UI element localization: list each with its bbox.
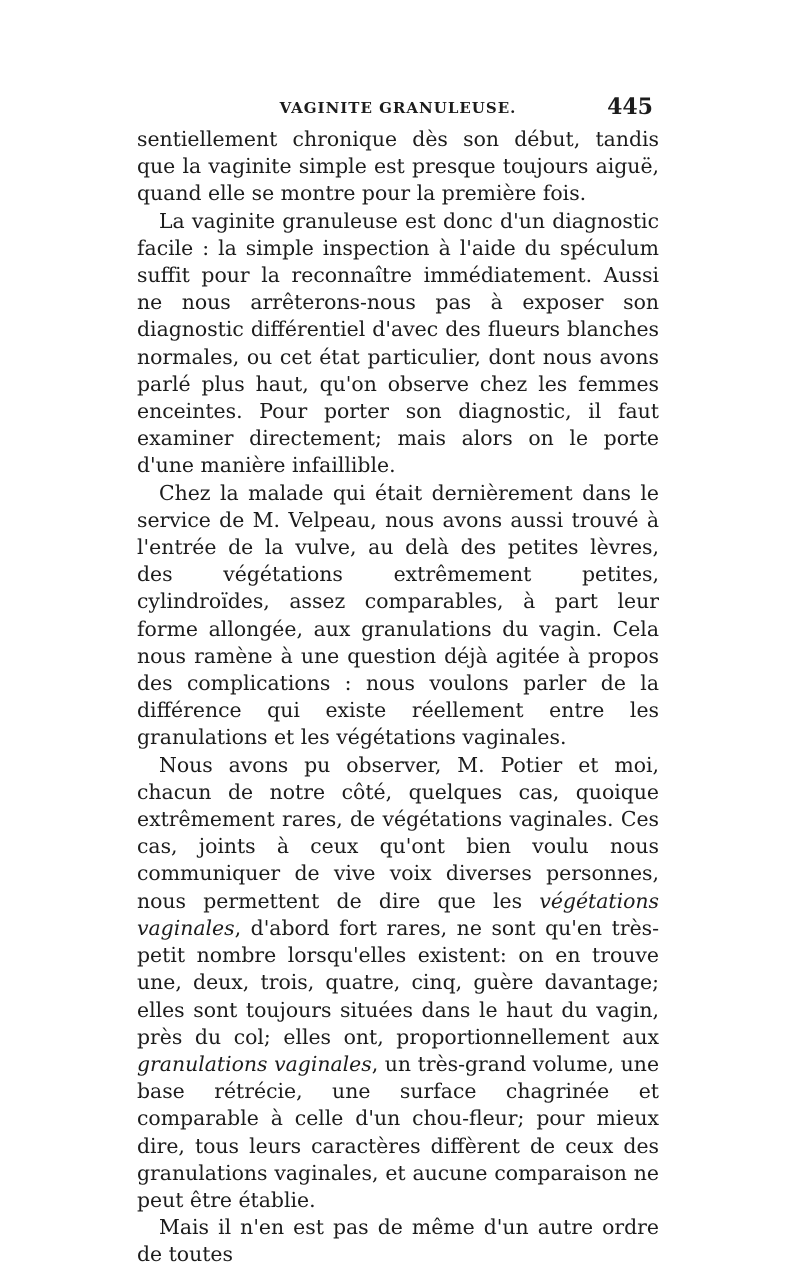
page-number: 445 — [607, 94, 653, 120]
paragraph-continuation: sentiellement chronique dès son début, tandis que la vaginite simple est presque toujours aiguë, quand elle se montre pour la première fois. — [137, 127, 659, 206]
paragraph-vegetations — [137, 752, 659, 1214]
italic-term: granulations vaginales — [137, 1051, 372, 1076]
italic-term: végétations vaginales — [137, 888, 659, 940]
paragraph-diagnostic: La vaginite granuleuse est donc d'un diagnostic facile : la simple inspection à l'aide du spéculum suffit pour la reconnaître immédiatement. Aussi ne nous arrêterons-nous pas à exposer son diagnostic différentiel d'avec des flueurs blanches normales, ou cet état particulier, dont nous avons parlé plus haut, qu'on observe chez les femmes enceintes. Pour porter son diagnostic, il faut examiner directement; mais alors on le porte d'une manière infaillible. — [137, 208, 659, 478]
paragraph-final-line: Mais il n'en est pas de même d'un autre ordre de toutes — [137, 1215, 659, 1267]
paragraph-text-segment: , un très-grand volume, une base rétrécie, une surface chagrinée et comparable à celle d'un chou-fleur; pour mieux dire, tous leurs caractères diffèrent de ceux des granulations vaginales, et aucune comparaison ne peut être établie. — [137, 1051, 660, 1212]
running-head — [137, 96, 659, 122]
paragraph-text-segment: , d'abord fort rares, ne sont qu'en très-petit nombre lorsqu'elles existent: on en trouve une, deux, trois, quatre, cinq, guère davantage; elles sont toujours situées dans le haut du vagin, près du col; elles ont, proportionnellement aux — [137, 915, 659, 1049]
running-title: VAGINITE GRANULEUSE. — [279, 99, 517, 117]
paragraph-text-segment: Nous avons pu observer, M. Potier et moi, chacun de notre côté, quelques cas, quoique extrêmement rares, de végétations vaginales. Ces cas, joints à ceux qu'ont bien voulu nous communiquer de vive voix diverses personnes, nous permettent de dire que les — [137, 752, 659, 913]
paragraph-velpeau-case: Chez la malade qui était dernièrement dans le service de M. Velpeau, nous avons aussi trouvé à l'entrée de la vulve, au delà des petites lèvres, des végétations extrêmement petites, cylindroïdes, assez comparables, à part leur forme allongée, aux granulations du vagin. Cela nous ramène à une question déjà agitée à propos des complications : nous voulons parler de la différence qui existe réellement entre les granulations et les végétations vaginales. — [137, 480, 659, 750]
body-text — [137, 126, 659, 1269]
